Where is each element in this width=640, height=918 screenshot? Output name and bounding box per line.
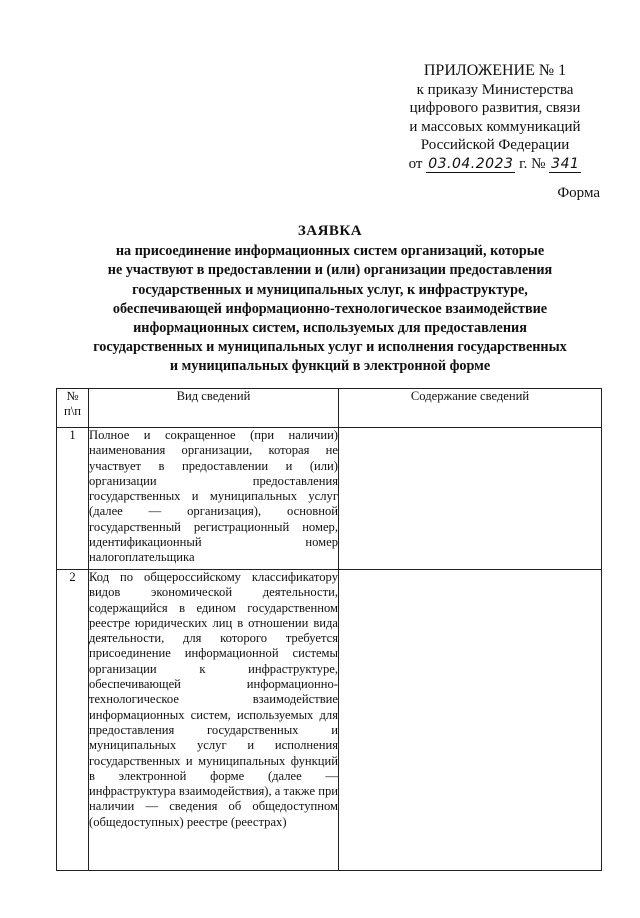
- row-content-cell: [339, 428, 602, 570]
- header-kind: Вид сведений: [89, 389, 339, 428]
- order-date-line: [400, 155, 590, 174]
- table-row: [57, 428, 602, 570]
- handwritten-order-number: 341: [551, 155, 580, 172]
- heading-title: ЗАЯВКА: [297, 223, 363, 239]
- table-row: [57, 570, 602, 871]
- table-header-row: [57, 389, 602, 428]
- row-content-cell: [339, 570, 602, 871]
- number-prefix: г. №: [519, 155, 546, 172]
- header-num-line: №: [66, 389, 79, 403]
- row-number: 1: [57, 428, 89, 570]
- header-num-line: п\п: [64, 404, 81, 418]
- heading-line: на присоединение информационных систем организаций, которые: [115, 243, 545, 260]
- heading-line: не участвуют в предоставлении и (или) организации предоставления: [107, 262, 553, 279]
- application-table: [56, 388, 602, 871]
- appendix-block: [400, 62, 590, 174]
- heading-line: государственных и муниципальных услуг, к инфраструктуре,: [132, 281, 528, 298]
- appendix-line: и массовых коммуникаций: [409, 118, 581, 135]
- document-heading: [70, 222, 590, 377]
- heading-line: государственных и муниципальных услуг и исполнения государственных: [93, 339, 567, 356]
- date-prefix: от: [408, 155, 423, 172]
- row-number: 2: [57, 570, 89, 871]
- appendix-title: ПРИЛОЖЕНИЕ № 1: [423, 62, 567, 79]
- heading-line: обеспечивающей информационно-технологическое взаимодействие: [112, 300, 548, 317]
- heading-line: и муниципальных функций в электронной форме: [169, 358, 491, 375]
- form-label: Форма: [557, 185, 600, 201]
- row-kind-text: Код по общероссийскому классификатору видов экономической деятельности, содержащийся в едином государственном реестре юридических лиц в отношении вида деятельности, для которого требуется присоединение информационной системы организации к инфраструктуре, обеспечивающей информационно-технологическое взаимодействие информационных систем, используемых для предоставления государственных и муниципальных услуг и исполнения государственных и муниципальных функций в электронной форме (далее — инфраструктура взаимодействия), а также при наличии — сведения об общедоступном (общедоступных) реестре (реестрах): [89, 570, 339, 871]
- handwritten-date: 03.04.2023: [428, 155, 514, 172]
- header-content: Содержание сведений: [339, 389, 602, 428]
- appendix-line: Российской Федерации: [420, 137, 570, 154]
- heading-line: информационных систем, используемых для предоставления: [133, 320, 527, 337]
- appendix-line: к приказу Министерства: [416, 81, 574, 98]
- appendix-line: цифрового развития, связи: [409, 100, 581, 117]
- row-kind-text: Полное и сокращенное (при наличии) наименования организации, которая не участвует в предоставлении и (или) организации предоставления государственных и муниципальных услуг (далее — организация), основной государственный регистрационный номер, идентификационный номер налогоплательщика: [89, 428, 339, 570]
- header-num: [57, 389, 89, 428]
